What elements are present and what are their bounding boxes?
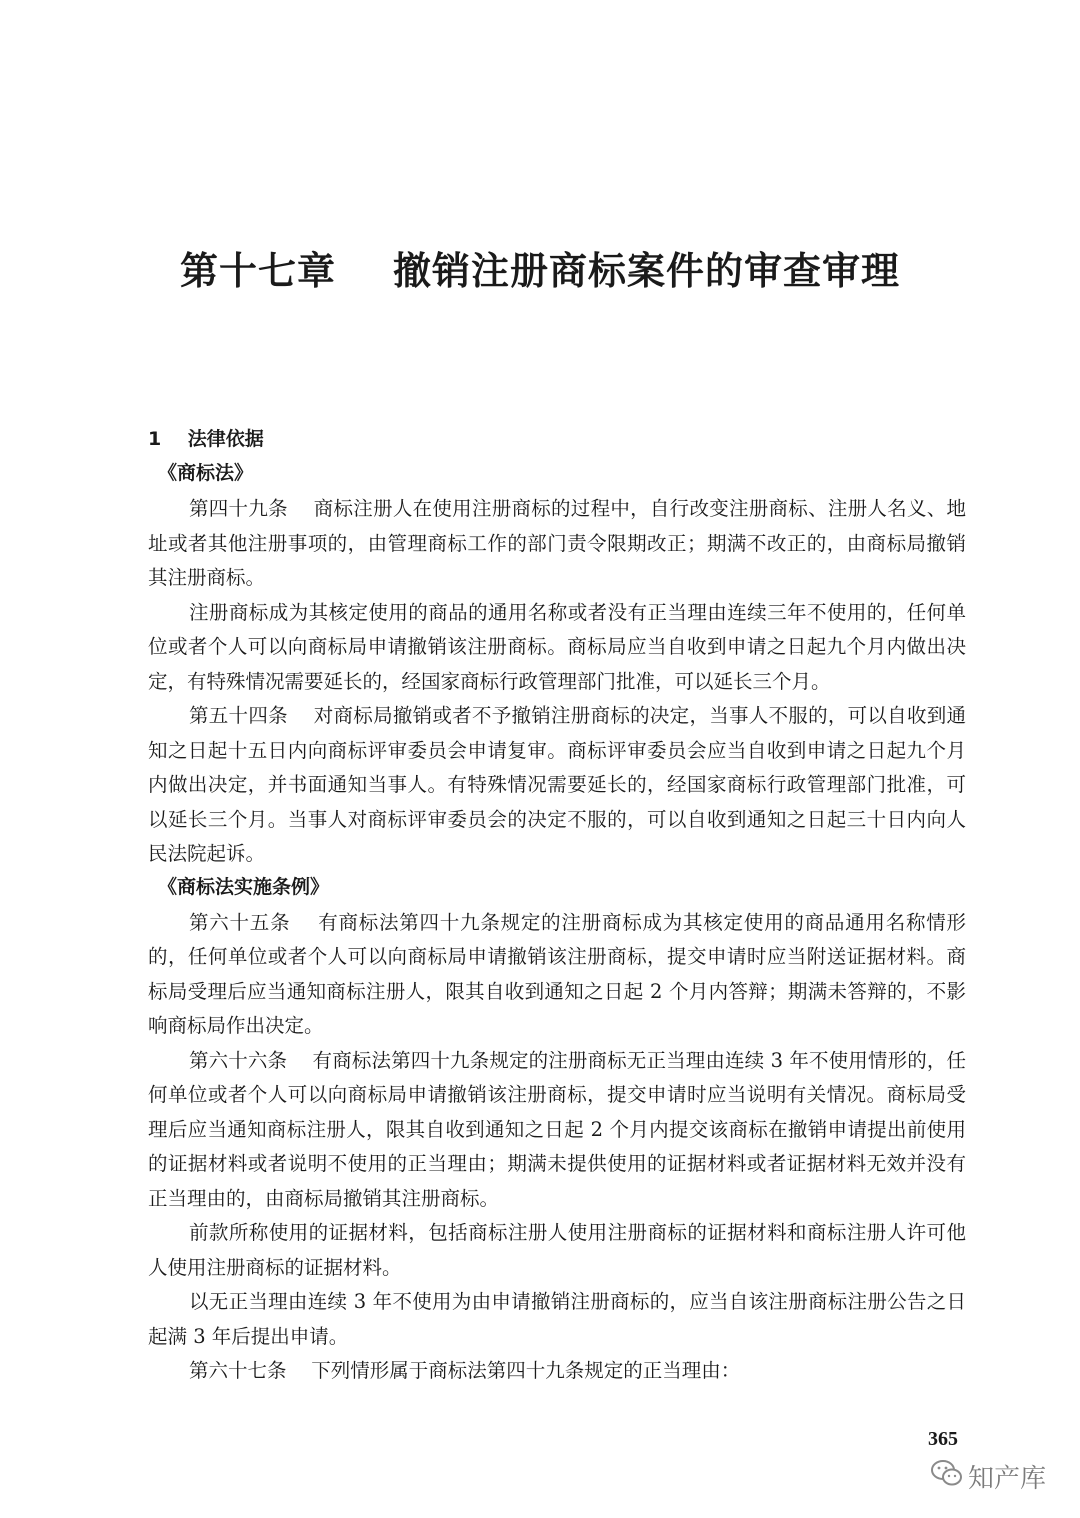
law-title: 《商标法》 [158,462,254,484]
article-paragraph: 第六十七条 下列情形属于商标法第四十九条规定的正当理由： [189,1359,741,1382]
article-paragraph: 第五十四条 对商标局撤销或者不予撤销注册商标的决定，当事人不服的，可以自收到通知之日起十五日内向商标评审委员会申请复审。商标评审委员会应当自收到申请之日起九个月内做出决定，并书面通知当事人。有特殊情况需要延长的，经国家商标行政管理部门批准，可以延长三个月。当事人对商标评审委员会的决定不服的，可以自收到通知之日起三十日内向人民法院起诉。 [148,704,966,865]
watermark-text: 知产库 [968,1464,1047,1494]
law-block-trademark-law [148,458,966,872]
watermark [930,1458,1046,1495]
section-title: 法律依据 [187,428,264,450]
chapter-title: 第十七章 撤销注册商标案件的审查审理 [180,249,900,293]
wechat-icon [930,1458,968,1495]
article-paragraph: 以无正当理由连续 3 年不使用为由申请撤销注册商标的，应当自该注册商标注册公告之日起满 3 年后提出申请。 [148,1290,966,1348]
law-title: 《商标法实施条例》 [158,875,330,898]
article-paragraph: 前款所称使用的证据材料，包括商标注册人使用注册商标的证据材料和商标注册人许可他人使用注册商标的证据材料。 [148,1221,966,1279]
article-paragraph: 第六十六条 有商标法第四十九条规定的注册商标无正当理由连续 3 年不使用情形的，任何单位或者个人可以向商标局申请撤销该注册商标，提交申请时应当说明有关情况。商标局受理后应当通知商标注册人，限其自收到通知之日起 2 个月内提交该商标在撤销申请提出前使用的证据材料或者说明不使用的正当理由；期满未提供使用的证据材料或者证据材料无效并没有正当理由的，由商标局撤销其注册商标。 [148,1048,966,1210]
page-content [148,424,966,1389]
article-paragraph: 第六十五条 有商标法第四十九条规定的注册商标成为其核定使用的商品通用名称情形的，任何单位或者个人可以向商标局申请撤销该注册商标，提交申请时应当附送证据材料。商标局受理后应当通知商标注册人，限其自收到通知之日起 2 个月内答辩；期满未答辩的，不影响商标局作出决定。 [148,910,966,1037]
section-heading [148,424,966,454]
page-number: 365 [928,1428,958,1450]
article-paragraph: 注册商标成为其核定使用的商品的通用名称或者没有正当理由连续三年不使用的，任何单位或者个人可以向商标局申请撤销该注册商标。商标局应当自收到申请之日起九个月内做出决定，有特殊情况需要延长的，经国家商标行政管理部门批准，可以延长三个月。 [148,600,966,693]
law-block-implementing-regulations [148,872,966,1389]
article-paragraph: 第四十九条 商标注册人在使用注册商标的过程中，自行改变注册商标、注册人名义、地址或者其他注册事项的，由管理商标工作的部门责令限期改正；期满不改正的，由商标局撤销其注册商标。 [148,497,966,589]
section-number: 1 [148,428,162,450]
